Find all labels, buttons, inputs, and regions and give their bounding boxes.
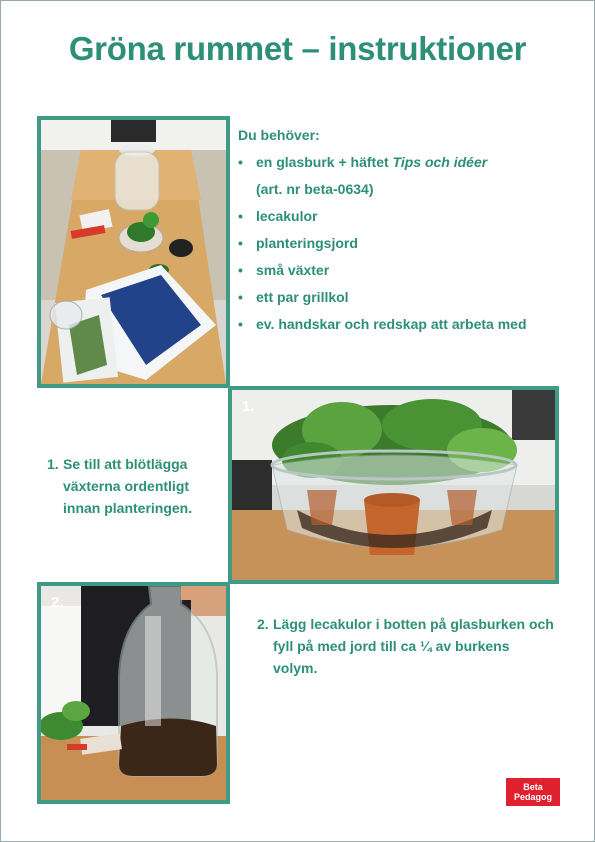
beta-pedagog-logo xyxy=(506,778,560,806)
list-item xyxy=(238,257,568,284)
photo-number-label: 1. xyxy=(242,398,255,415)
item-text: ev. handskar och redskap att arbeta med xyxy=(256,316,527,332)
step-1 xyxy=(47,453,227,519)
bullet: • xyxy=(238,208,243,224)
bowl-illustration xyxy=(232,390,555,580)
jar-illustration xyxy=(41,586,226,800)
photo-number-label: 2. xyxy=(51,594,64,611)
supplies-illustration xyxy=(41,120,226,384)
list-item xyxy=(238,203,568,230)
item-subtext: (art. nr beta-0634) xyxy=(256,181,374,197)
jar-photo xyxy=(37,582,230,804)
item-text: en glasburk + häftet xyxy=(256,154,393,170)
supplies-photo xyxy=(37,116,230,388)
step-number: 1. xyxy=(47,456,59,472)
list-item xyxy=(238,311,568,338)
step-number: 2. xyxy=(257,616,269,632)
item-text: planteringsjord xyxy=(256,235,358,251)
step-2 xyxy=(257,613,557,679)
item-text: lecakulor xyxy=(256,208,318,224)
list-item xyxy=(238,284,568,311)
bullet: • xyxy=(238,262,243,278)
bullet: • xyxy=(238,235,243,251)
item-text: ett par grillkol xyxy=(256,289,349,305)
bullet: • xyxy=(238,289,243,305)
item-italic-text: Tips och idéer xyxy=(392,154,488,170)
list-item xyxy=(238,230,568,257)
logo-line-2: Pedagog xyxy=(513,792,552,802)
bullet: • xyxy=(238,154,243,170)
step-text: Se till att blötlägga växterna ordentligt innan planteringen. xyxy=(63,456,193,516)
bullet: • xyxy=(238,316,243,332)
logo-line-1: Beta xyxy=(523,782,543,792)
bowl-photo xyxy=(228,386,559,584)
page-title: Gröna rummet – instruktioner xyxy=(68,30,527,67)
needs-heading: Du behöver: xyxy=(238,127,320,143)
step-text: Lägg lecakulor i botten på glasburken och fyll på med jord till ca ¼ av burkens volym. xyxy=(273,616,554,676)
needs-list xyxy=(238,149,568,338)
needs-section xyxy=(238,122,568,338)
list-item xyxy=(238,149,568,203)
item-text: små växter xyxy=(256,262,330,278)
